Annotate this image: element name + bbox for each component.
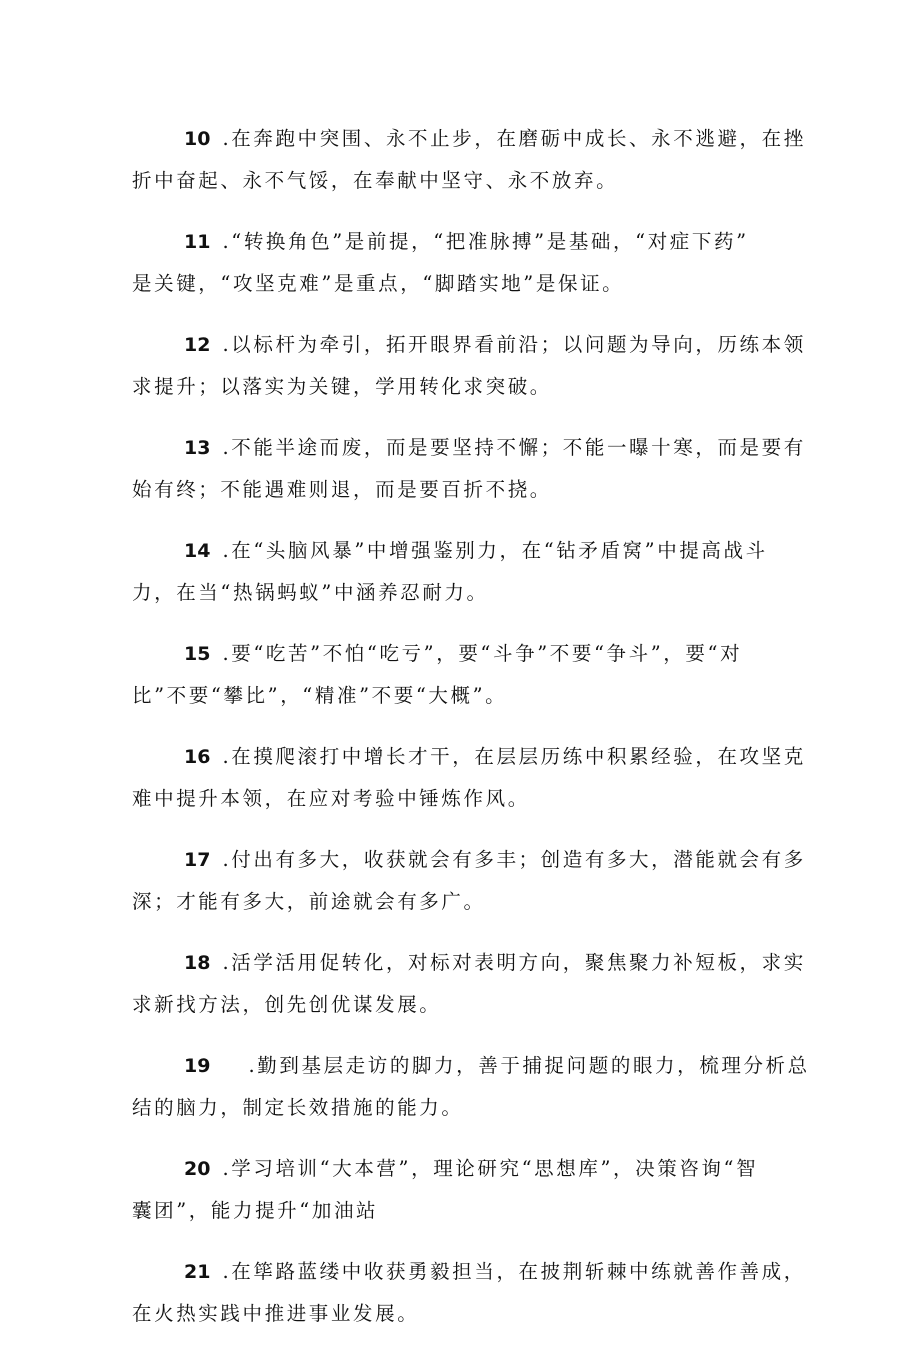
list-item-18 — [132, 942, 806, 1026]
item-number: 19 — [184, 1055, 211, 1077]
item-number: 10 — [184, 128, 211, 150]
item-text: .在筚路蓝缕中收获勇毅担当，在披荆斩棘中练就善作善成， — [222, 1260, 806, 1283]
numbered-list — [132, 118, 810, 1354]
item-first-line — [132, 1251, 806, 1293]
item-continuation-line: 始有终；不能遇难则退，而是要百折不挠。 — [132, 478, 552, 501]
item-continuation-line: 难中提升本领，在应对考验中锤炼作风。 — [132, 787, 530, 810]
item-first-line — [132, 118, 806, 160]
item-number: 18 — [184, 952, 211, 974]
item-number: 21 — [184, 1261, 211, 1283]
list-item-16 — [132, 736, 806, 820]
item-text: .要“吃苦”不怕“吃亏”，要“斗争”不要“争斗”，要“对 — [222, 642, 743, 665]
item-first-line — [132, 324, 806, 366]
item-continuation-line: 比”不要“攀比”，“精准”不要“大概”。 — [132, 684, 508, 707]
list-item-19 — [132, 1045, 810, 1129]
item-number: 14 — [184, 540, 211, 562]
item-text: .学习培训“大本营”，理论研究“思想库”，决策咨询“智 — [222, 1157, 759, 1180]
item-text: .活学活用促转化，对标对表明方向，聚焦聚力补短板，求实 — [222, 951, 806, 974]
list-item-12 — [132, 324, 806, 408]
item-first-line — [132, 1148, 797, 1190]
list-item-14 — [132, 530, 797, 614]
list-item-11 — [132, 221, 797, 305]
item-first-line — [132, 221, 797, 263]
item-first-line — [132, 530, 797, 572]
item-continuation-line: 在火热实践中推进事业发展。 — [132, 1302, 420, 1325]
item-continuation-line: 折中奋起、永不气馁，在奉献中坚守、永不放弃。 — [132, 169, 619, 192]
item-number: 17 — [184, 849, 211, 871]
item-first-line — [132, 633, 797, 675]
item-first-line — [132, 1045, 810, 1087]
list-item-20 — [132, 1148, 797, 1232]
item-continuation-line: 求新找方法，创先创优谋发展。 — [132, 993, 442, 1016]
item-text: .“转换角色”是前提，“把准脉搏”是基础，“对症下药” — [222, 230, 749, 253]
item-continuation-line: 结的脑力，制定长效措施的能力。 — [132, 1096, 464, 1119]
item-text: .在奔跑中突围、永不止步，在磨砺中成长、永不逃避，在挫 — [222, 127, 806, 150]
item-text: .在摸爬滚打中增长才干，在层层历练中积累经验，在攻坚克 — [222, 745, 806, 768]
list-item-10 — [132, 118, 806, 202]
list-item-21 — [132, 1251, 806, 1335]
list-item-17 — [132, 839, 806, 923]
item-text: .勤到基层走访的脚力，善于捕捉问题的眼力，梳理分析总 — [248, 1054, 810, 1077]
item-first-line — [132, 839, 806, 881]
item-continuation-line: 是关键，“攻坚克难”是重点，“脚踏实地”是保证。 — [132, 272, 625, 295]
item-number: 16 — [184, 746, 211, 768]
item-continuation-line: 深；才能有多大，前途就会有多广。 — [132, 890, 486, 913]
item-number: 20 — [184, 1158, 211, 1180]
item-continuation-line: 力，在当“热锅蚂蚁”中涵养忍耐力。 — [132, 581, 489, 604]
item-text: .不能半途而废，而是要坚持不懈；不能一曝十寒，而是要有 — [222, 436, 806, 459]
item-number: 15 — [184, 643, 211, 665]
item-text: .付出有多大，收获就会有多丰；创造有多大，潜能就会有多 — [222, 848, 806, 871]
item-first-line — [132, 427, 806, 469]
item-text: .以标杆为牵引，拓开眼界看前沿；以问题为导向，历练本领 — [222, 333, 806, 356]
item-text: .在“头脑风暴”中增强鉴别力，在“钻矛盾窝”中提高战斗 — [222, 539, 768, 562]
item-first-line — [132, 736, 806, 778]
item-number: 11 — [184, 231, 211, 253]
item-continuation-line: 囊团”，能力提升“加油站 — [132, 1199, 379, 1222]
item-first-line — [132, 942, 806, 984]
item-number: 12 — [184, 334, 211, 356]
list-item-13 — [132, 427, 806, 511]
list-item-15 — [132, 633, 797, 717]
item-number: 13 — [184, 437, 211, 459]
item-continuation-line: 求提升；以落实为关键，学用转化求突破。 — [132, 375, 552, 398]
